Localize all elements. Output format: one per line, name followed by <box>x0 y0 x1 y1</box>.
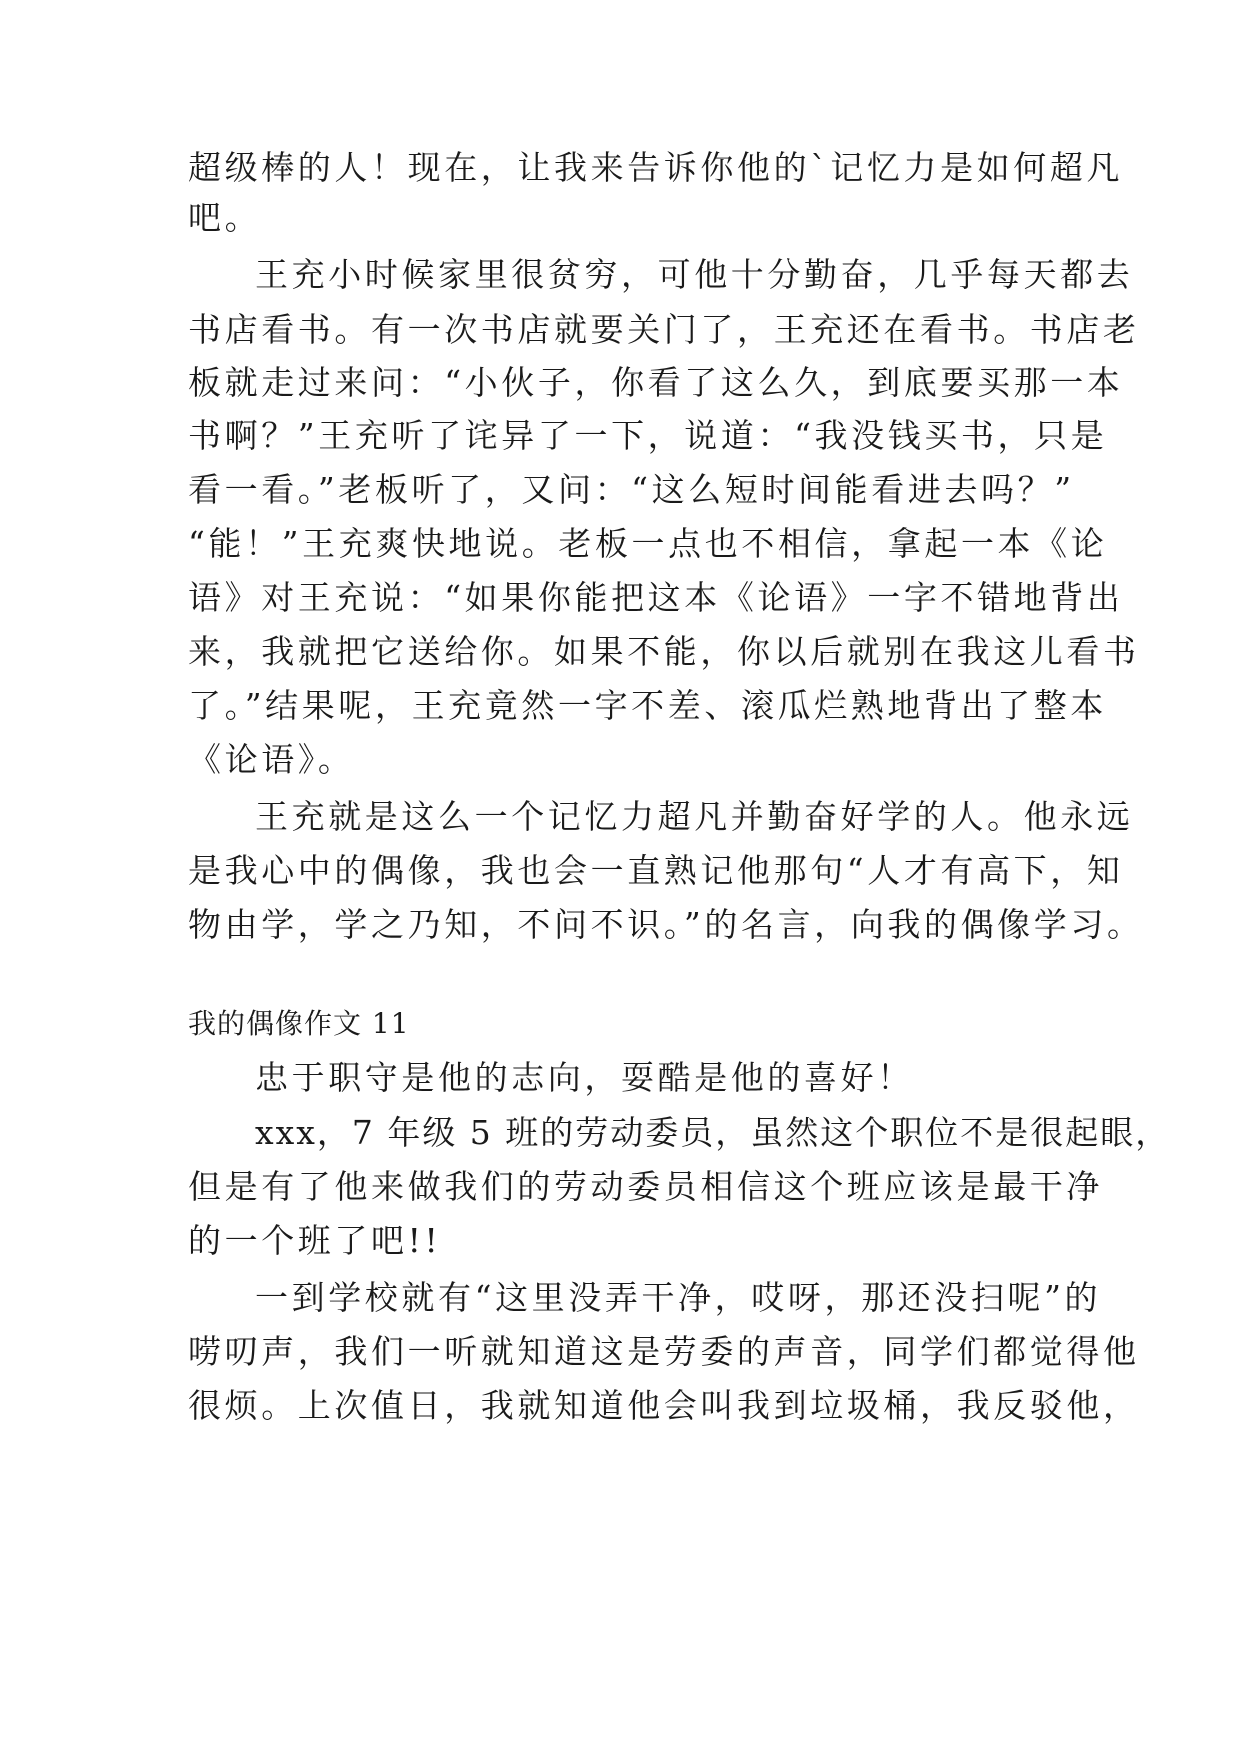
paragraph-line: 《论语》。 <box>188 740 355 779</box>
paragraph-line: 书啊？”王充听了诧异了一下，说道：“我没钱买书，只是 <box>188 416 1108 455</box>
paragraph-line: 语》对王充说：“如果你能把这本《论语》一字不错地背出 <box>188 578 1124 617</box>
paragraph-line: 书店看书。有一次书店就要关门了，王充还在看书。书店老 <box>188 310 1140 349</box>
paragraph-line: 是我心中的偶像，我也会一直熟记他那句“人才有高下，知 <box>188 851 1124 890</box>
paragraph-line: 超级棒的人！现在，让我来告诉你他的`记忆力是如何超凡 <box>188 148 1124 187</box>
paragraph-line: 吧。 <box>188 198 262 237</box>
paragraph-line: 板就走过来问：“小伙子，你看了这么久，到底要买那一本 <box>188 363 1124 402</box>
paragraph-line: 一到学校就有“这里没弄干净，哎呀，那还没扫呢”的 <box>255 1278 1102 1317</box>
paragraph-line: 王充就是这么一个记忆力超凡并勤奋好学的人。他永远 <box>255 797 1134 836</box>
paragraph-line: 唠叨声，我们一听就知道这是劳委的声音，同学们都觉得他 <box>188 1332 1140 1371</box>
paragraph-line: 看一看。”老板听了，又问：“这么短时间能看进去吗？” <box>188 470 1075 509</box>
paragraph-line: 物由学，学之乃知，不问不识。”的名言，向我的偶像学习。 <box>188 905 1144 944</box>
paragraph-line: 的一个班了吧!! <box>188 1221 442 1260</box>
paragraph-line: 来，我就把它送给你。如果不能，你以后就别在我这儿看书 <box>188 632 1140 671</box>
paragraph-line: 王充小时候家里很贫穷，可他十分勤奋，几乎每天都去 <box>255 255 1134 294</box>
paragraph-line: 很烦。上次值日，我就知道他会叫我到垃圾桶，我反驳他， <box>188 1386 1140 1425</box>
paragraph-line: “能！”王充爽快地说。老板一点也不相信，拿起一本《论 <box>188 524 1108 563</box>
paragraph-line: 忠于职守是他的志向，耍酷是他的喜好！ <box>255 1058 914 1097</box>
paragraph-line: xxx，7 年级 5 班的劳动委员，虽然这个职位不是很起眼， <box>255 1113 1171 1152</box>
section-title: 我的偶像作文 11 <box>188 1007 410 1040</box>
paragraph-line: 但是有了他来做我们的劳动委员相信这个班应该是最干净 <box>188 1167 1103 1206</box>
paragraph-line: 了。”结果呢，王充竟然一字不差、滚瓜烂熟地背出了整本 <box>188 686 1107 725</box>
